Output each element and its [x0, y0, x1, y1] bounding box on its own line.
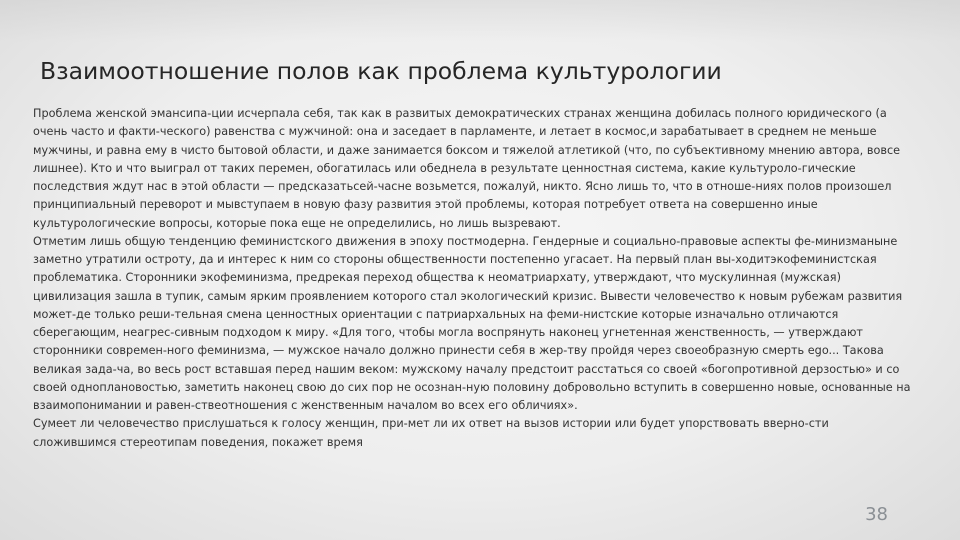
slide-body	[33, 105, 913, 452]
body-paragraph-2: Отметим лишь общую тенденцию феминистского движения в эпоху постмодерна. Гендерные и социально-правовые аспекты фе-минизманыне заметно утратили остроту, да и интерес к ним со стороны общественности постепенно угасает. На первый план вы-ходитэкофеминистская проблематика. Сторонники экофеминизма, предрекая переход общества к неоматриархату, утверждают, что мускулинная (мужская) цивилизация зашла в тупик, самым ярким проявлением которого стал экологический кризис. Вывести человечество к новым рубежам развития может-де только реши-тельная смена ценностных ориентации с патриархальных на феми-нистские которые изначально отличаются сберегающим, неагрес-сивным подходом к миру. «Для того, чтобы могла воспрянуть наконец угнетенная женственность, — утверждают сторонники современ-ного феминизма, — мужское начало должно принести себя в жер-тву пройдя через своеобразную смерть ego... Такова великая зада-ча, во весь рост вставшая перед нашим веком: мужскому началу предстоит расстаться со своей «богопротивной дерзостью» и со своей одноплановостью, заметить наконец свою до сих пор не осознан-ную половину добровольно вступить в совершенно новые, основанные на взаимопонимании и равен-ствеотношения с женственным началом во всех его обличиях».	[33, 234, 911, 412]
body-paragraph-3: Сумеет ли человечество прислушаться к голосу женщин, при-мет ли их ответ на вызов истории или будет упорствовать вверно-сти сложившимся стереотипам поведения, покажет время	[33, 417, 829, 449]
page-number: 38	[865, 504, 888, 525]
slide-title: Взаимоотношение полов как проблема культурологии	[40, 57, 722, 85]
header-band	[0, 0, 960, 42]
body-paragraph-1: Проблема женской эмансипа-ции исчерпала себя, так как в развитых демократических странах женщина добилась полного юридического (а очень часто и факти-ческого) равенства с мужчиной: она и заседает в парламенте, и летает в космос,и зарабатывает в среднем не меньше мужчины, и равна ему в чисто бытовой области, и даже занимается боксом и тяжелой атлетикой (что, по субъективному мнению автора, вовсе лишнее). Кто и что выиграл от таких перемен, обогатилась или обеднела в результате ценностная система, какие культуроло-гические последствия ждут нас в этой области — предсказатьсей-часне возьмется, пожалуй, никто. Ясно лишь то, что в отноше-ниях полов произошел принципиальный переворот и мывступаем в новую фазу развития этой проблемы, которая потребует ответа на совершенно иные культурологические вопросы, которые пока еще не определились, но лишь вызревают.	[33, 107, 901, 230]
